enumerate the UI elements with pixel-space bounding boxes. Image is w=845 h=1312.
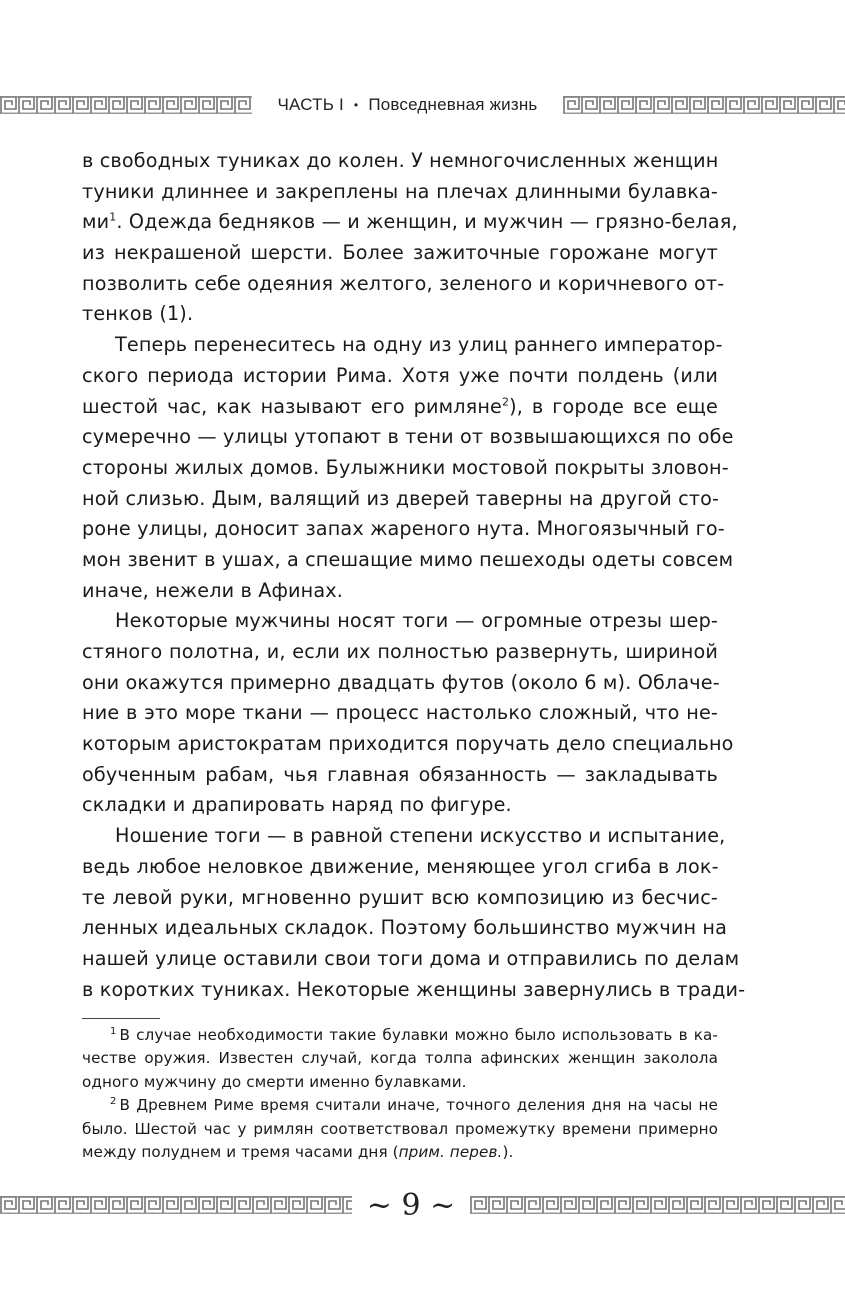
running-head-part: ЧАСТЬ I bbox=[277, 95, 344, 114]
footnote-2-text: В Древнем Риме время считали иначе, точного деления дня на часы не bbox=[119, 1096, 718, 1115]
body-line: в свободных туниках до колен. У немногочисленных женщин bbox=[82, 149, 719, 172]
footnote-1-text: В случае необходимости такие булавки можно было использовать в ка- bbox=[119, 1026, 718, 1044]
body-line: те левой руки, мгновенно рушит всю композицию из бесчис- bbox=[82, 885, 718, 909]
body-line: нашей улице оставили свои тоги дома и отправились по делам bbox=[82, 946, 740, 970]
body-line-text: ), в городе все еще bbox=[509, 394, 718, 418]
body-line: стяного полотна, и, если их полностью развернуть, шириной bbox=[82, 640, 718, 663]
footnote-1-line bbox=[82, 1024, 718, 1047]
running-head bbox=[252, 93, 563, 117]
footnote-2-text: ). bbox=[502, 1142, 514, 1161]
body-line: позволить себе одеяния желтого, зеленого и коричневого от- bbox=[82, 271, 725, 295]
body-line: они окажутся примерно двадцать футов (около 6 м). Облаче- bbox=[82, 670, 720, 694]
footnote-divider bbox=[82, 1018, 160, 1019]
body-line: ведь любое неловкое движение, меняющее угол сгиба в лок- bbox=[82, 854, 719, 878]
body-line: мон звенит в ушах, а спешащие мимо пешеходы одеты совсем bbox=[82, 547, 734, 571]
footnote-reference[interactable]: 2 bbox=[502, 395, 510, 409]
footnote-2-text: между полуднем и тремя часами дня ( bbox=[82, 1142, 399, 1161]
body-line-text: ми bbox=[82, 210, 110, 234]
body-line: Ношение тоги — в равной степени искусство и испытание, bbox=[115, 824, 726, 848]
header-meander-left bbox=[0, 96, 252, 114]
body-line: ние в это море ткани — процесс настолько сложный, что не- bbox=[82, 701, 718, 725]
body-line: стороны жилых домов. Булыжники мостовой покрыты зловон- bbox=[82, 455, 729, 479]
footnote-2-line bbox=[82, 1141, 718, 1164]
body-line: ского периода истории Рима. Хотя уже почти полдень (или bbox=[82, 363, 718, 387]
body-text bbox=[82, 146, 746, 1005]
footnote-2-line: было. Шестой час у римлян соответствовал промежутку времени примерно bbox=[82, 1119, 718, 1138]
footnote-reference[interactable]: 1 bbox=[109, 210, 117, 224]
body-line bbox=[82, 392, 718, 423]
footnotes bbox=[82, 1024, 718, 1164]
running-head-section: Повседневная жизнь bbox=[368, 95, 538, 114]
footnote-1-line: одного мужчину до смерти именно булавками. bbox=[82, 1072, 467, 1091]
footnote-1-line: честве оружия. Известен случай, когда толпа афинских женщин заколола bbox=[82, 1049, 718, 1068]
body-line: в коротких туниках. Некоторые женщины завернулись в тради- bbox=[82, 977, 746, 1001]
body-line: тенков (1). bbox=[82, 302, 194, 326]
translator-note: прим. перев. bbox=[398, 1142, 503, 1161]
header-meander-right bbox=[563, 96, 845, 114]
body-line-text: . Одежда бедняков — и женщин, и мужчин — грязно-белая, bbox=[116, 210, 738, 234]
body-line: сумеречно — улицы утопают в тени от возвышающихся по обе bbox=[82, 425, 734, 449]
footnote-1-number: 1 bbox=[110, 1025, 117, 1037]
body-line: роне улицы, доносит запах жареного нута. Многоязычный го- bbox=[82, 517, 725, 541]
footnote-2-number: 2 bbox=[110, 1096, 117, 1108]
body-line: обученным рабам, чья главная обязанность — закладывать bbox=[82, 762, 718, 786]
body-line: из некрашеной шерсти. Более зажиточные горожане могут bbox=[82, 241, 718, 265]
body-line: ной слизью. Дым, валящий из дверей таверны на другой сто- bbox=[82, 486, 720, 510]
footer-meander-right bbox=[470, 1196, 845, 1214]
body-line: иначе, нежели в Афинах. bbox=[82, 578, 344, 602]
body-line: Теперь перенеситесь на одну из улиц раннего император- bbox=[115, 333, 723, 357]
body-line-text: шестой час, как называют его римляне bbox=[82, 394, 502, 418]
body-line bbox=[82, 207, 738, 238]
footnote-2-line bbox=[82, 1094, 718, 1117]
body-line: ленных идеальных складок. Поэтому большинство мужчин на bbox=[82, 916, 727, 940]
body-line: складки и драпировать наряд по фигуре. bbox=[82, 793, 512, 817]
page-number: ~ 9 ~ bbox=[366, 1188, 456, 1223]
body-line: которым аристократам приходится поручать дело специально bbox=[82, 732, 734, 756]
running-head-bullet: • bbox=[353, 98, 359, 112]
body-line: туники длиннее и закреплены на плечах длинными булавка- bbox=[82, 179, 718, 203]
footer-meander-left bbox=[0, 1196, 352, 1214]
body-line: Некоторые мужчины носят тоги — огромные отрезы шер- bbox=[115, 609, 718, 633]
